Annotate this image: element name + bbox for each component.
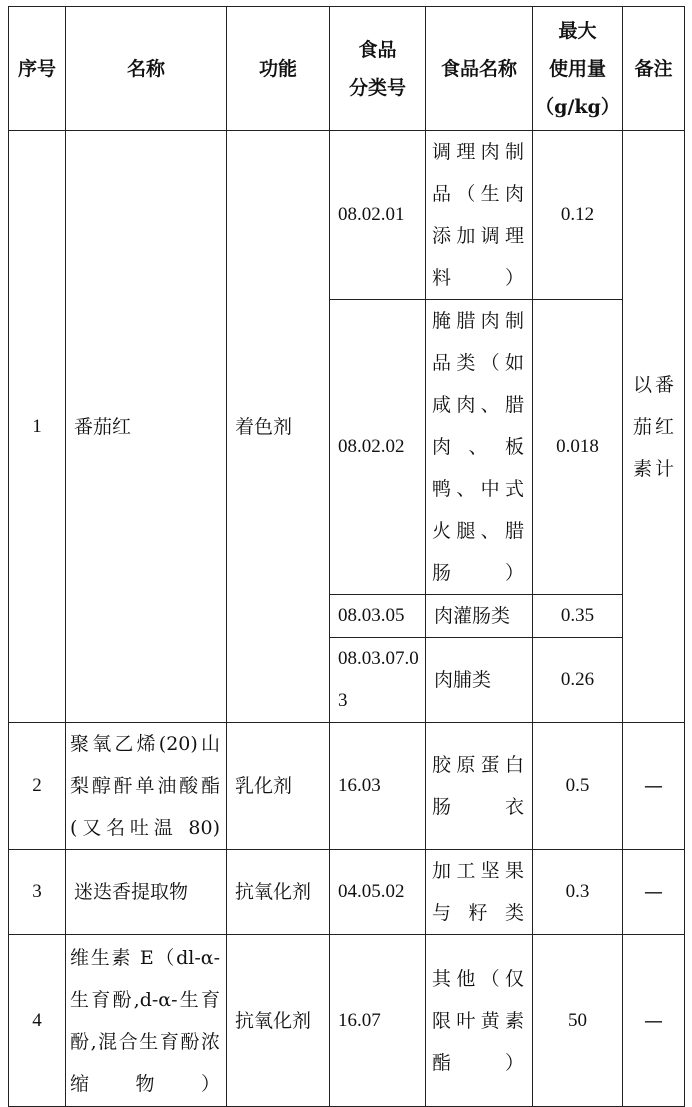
name-cell — [66, 935, 227, 1107]
max-usage-cell: 0.5 — [533, 723, 623, 850]
header-name: 名称 — [66, 7, 227, 131]
max-usage-cell: 0.12 — [533, 131, 623, 300]
max-usage-cell: 50 — [533, 935, 623, 1107]
function-cell: 着色剂 — [227, 131, 330, 723]
header-food-name: 食品名称 — [426, 7, 533, 131]
note-cell — [623, 131, 685, 723]
category-no-text: 08.03.07.03 — [338, 648, 419, 711]
category-no-cell — [330, 638, 426, 723]
max-usage-cell: 0.26 — [533, 638, 623, 723]
header-max-usage: 最大 使用量 （g/kg） — [533, 7, 623, 131]
note-cell: — — [623, 850, 685, 935]
table-row — [9, 723, 685, 850]
category-no-cell: 08.03.05 — [330, 595, 426, 638]
header-note: 备注 — [623, 7, 685, 131]
name-cell — [66, 723, 227, 850]
food-name-text: 其他（仅限叶黄素酯） — [432, 967, 524, 1074]
max-usage-cell: 0.3 — [533, 850, 623, 935]
food-name-text: 腌腊肉制品类（如咸肉、腊肉、板鸭、中式火腿、腊肠） — [432, 310, 524, 584]
category-no-cell: 08.02.02 — [330, 300, 426, 595]
name-cell: 迷迭香提取物 — [66, 850, 227, 935]
category-no-cell: 16.07 — [330, 935, 426, 1107]
category-no-cell: 04.05.02 — [330, 850, 426, 935]
food-name-cell: 肉灌肠类 — [426, 595, 533, 638]
header-category-no: 食品 分类号 — [330, 7, 426, 131]
seq-cell: 1 — [9, 131, 66, 723]
function-cell: 乳化剂 — [227, 723, 330, 850]
note-text: 以番茄红素计 — [633, 373, 674, 480]
food-name-cell — [426, 935, 533, 1107]
function-cell: 抗氧化剂 — [227, 935, 330, 1107]
header-function: 功能 — [227, 7, 330, 131]
food-name-text: 胶原蛋白肠衣 — [432, 754, 524, 818]
name-text: 聚氧乙烯(20)山梨醇酐单油酸酯(又名吐温 80) — [70, 733, 220, 839]
seq-cell: 4 — [9, 935, 66, 1107]
function-cell: 抗氧化剂 — [227, 850, 330, 935]
food-additive-table — [8, 6, 685, 1107]
food-name-cell — [426, 300, 533, 595]
header-seq: 序号 — [9, 7, 66, 131]
food-name-cell — [426, 131, 533, 300]
food-name-text: 加工坚果与籽类 — [432, 860, 524, 924]
category-no-cell: 08.02.01 — [330, 131, 426, 300]
food-name-text: 调理肉制品（生肉添加调理料） — [432, 141, 524, 289]
table-row — [9, 935, 685, 1107]
food-name-cell — [426, 850, 533, 935]
table-row — [9, 850, 685, 935]
name-text: 维生素 E（dl-α-生育酚,d-α-生育酚,混合生育酚浓缩物） — [70, 946, 220, 1095]
note-cell: — — [623, 935, 685, 1107]
table-row — [9, 131, 685, 300]
name-cell: 番茄红 — [66, 131, 227, 723]
food-name-cell — [426, 723, 533, 850]
max-usage-cell: 0.35 — [533, 595, 623, 638]
note-cell: — — [623, 723, 685, 850]
header-row — [9, 7, 685, 131]
food-name-cell: 肉脯类 — [426, 638, 533, 723]
category-no-cell: 16.03 — [330, 723, 426, 850]
seq-cell: 3 — [9, 850, 66, 935]
seq-cell: 2 — [9, 723, 66, 850]
max-usage-cell: 0.018 — [533, 300, 623, 595]
